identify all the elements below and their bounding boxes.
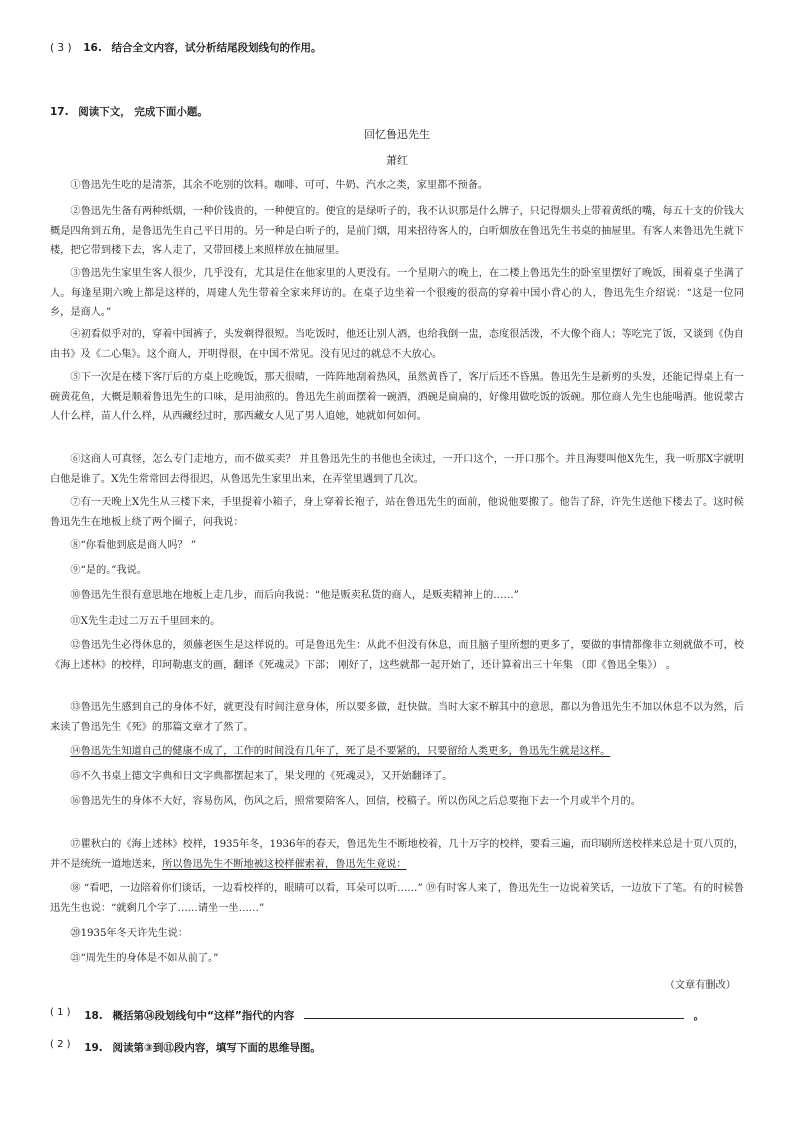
paragraph-21: ㉑“周先生的身体是不如从前了。” [70, 953, 219, 964]
question-17 [50, 104, 208, 119]
question-18 [50, 1008, 704, 1023]
question-end: 。 [693, 1010, 705, 1022]
question-19 [50, 1040, 321, 1055]
paragraph-1: ①鲁迅先生吃的是清茶，其余不吃别的饮料。咖啡、可可、牛奶、汽水之类，家里都不预备。 [70, 180, 489, 191]
question-text: 概括第⑭段划线句中“这样”指代的内容 [112, 1010, 295, 1022]
paragraph-20: ⑳1935年冬天许先生说： [70, 928, 189, 939]
question-text: 阅读第③到⑪段内容，填写下面的思维导图。 [112, 1042, 321, 1054]
paragraph-6: ⑥这商人可真怪，怎么专门走地方，而不做买卖？ 并且鲁迅先生的书他也全读过，一开口这个，一开口那个。并且海婴叫他X先生，我一听那X字就明白他是谁了。X先生常常回去得很迟，从鲁迅先生家里出来，在弄堂里遇到了几次。 [50, 454, 744, 485]
paragraph-14-underlined: ⑭鲁迅先生知道自己的健康不成了，工作的时间没有几年了，死了是不要紧的，只要留给人类更多，鲁迅先生就是这样。 [70, 746, 611, 757]
paragraph-7: ⑦有一天晚上X先生从三楼下来，手里提着小箱子，身上穿着长袍子，站在鲁迅先生的面前，他说他要搬了。他告了辞，许先生送他下楼去了。这时候鲁迅先生在地板上绕了两个圈子，问我说： [50, 497, 744, 528]
question-number: 16. [83, 42, 102, 54]
question-number: 19. [84, 1042, 103, 1054]
paragraph-8: ⑧“你看他到底是商人吗？ ” [70, 540, 197, 551]
paragraph-17-underlined: 所以鲁迅先生不断地被这校样催索着，鲁迅先生竟说： [162, 858, 407, 870]
paragraph-13: ⑬鲁迅先生感到自己的身体不好，就更没有时间注意身体，所以要多做，赶快做。当时大家不解其中的意思，都以为鲁迅先生不加以休息不以为然，后来读了鲁迅先生《死》的那篇文章才了然了。 [50, 702, 744, 733]
sub-number: ( 2 ) [50, 1039, 71, 1050]
edit-note: （文章有删改） [664, 980, 736, 991]
question-text: 结合全文内容，试分析结尾段划线句的作用。 [111, 42, 322, 54]
paragraph-9: ⑨“是的。”我说。 [70, 565, 148, 576]
paragraph-17-text: ⑰瞿秋白的《海上述林》校样，1935年冬，1936年的春天，鲁迅先生不断地校着，几十万字的校样，要看三遍，而印刷所送校样来总是十页八页的，并不是统统一道地送来， [50, 839, 744, 870]
paragraph-10: ⑩鲁迅先生很有意思地在地板上走几步，而后向我说：“他是贩卖私货的商人，是贩卖精神上的……” [70, 590, 519, 601]
paragraph-18-19: ⑱ “看吧，一边陪着你们谈话，一边看校样的，眼睛可以看，耳朵可以听……” ⑲有时客人来了，鲁迅先生一边说着笑话，一边放下了笔。有的时候鲁迅先生也说：“就剩几个字了……请坐一坐……” [50, 883, 744, 914]
question-number: 18. [84, 1010, 103, 1022]
paragraph-15: ⑮不久书桌上德文字典和日文字典都摆起来了，果戈理的《死魂灵》，又开始翻译了。 [70, 771, 453, 782]
paragraph-12: ⑫鲁迅先生必得休息的，须藤老医生是这样说的。可是鲁迅先生：从此不但没有休息，而且脑子里所想的更多了，要做的事情都像非立刻就做不可，校《海上述林》的校样，印珂勒惠支的画，翻译《死魂灵》下部； 刚好了，这些就都一起开始了，还计算着出三十年集 （即《鲁迅全集》） 。 [50, 640, 744, 671]
paragraph-4: ④初看似乎对的，穿着中国裤子，头发剃得很短。当吃饭时，他还让别人酒，也给我倒一盅，态度很活泼，不大像个商人；等吃完了饭，又谈到《伪自由书》及《二心集》。这个商人，开明得很，在中国不常见。没有见过的就总不大放心。 [50, 329, 744, 360]
article-author: 萧红 [386, 154, 408, 167]
sub-number: ( 1 ) [50, 1007, 71, 1018]
paragraph-11: ⑪X先生走过二万五千里回来的。 [70, 616, 221, 627]
answer-blank[interactable] [304, 1008, 684, 1019]
paragraph-5: ⑤下一次是在楼下客厅后的方桌上吃晚饭，那天很晴，一阵阵地刮着热风，虽然黄昏了，客厅后还不昏黑。鲁迅先生是新剪的头发，还能记得桌上有一碗黄花鱼，大概是顺着鲁迅先生的口味，是用油煎的。鲁迅先生前面摆着一碗酒，酒碗是扁扁的，好像用做吃饭的饭碗。那位商人先生也能喝酒。他说蒙古人什么样，苗人什么样，从西藏经过时，那西藏女人见了男人追她，她就如何如何。 [50, 372, 744, 422]
paragraph-3: ③鲁迅先生家里生客人很少，几乎没有，尤其是住在他家里的人更没有。一个星期六的晚上，在二楼上鲁迅先生的卧室里摆好了晚饭，围着桌子坐满了人。每逢星期六晚上都是这样的，周建人先生带着全家来拜访的。在桌子边坐着一个很瘦的很高的穿着中国小背心的人，鲁迅先生介绍说：“这是一位同乡，是商人。” [50, 268, 744, 318]
paragraph-16: ⑯鲁迅先生的身体不大好，容易伤风，伤风之后，照常要陪客人，回信，校稿子。所以伤风之后总要拖下去一个月或半个月的。 [70, 796, 641, 807]
article-title: 回忆鲁迅先生 [364, 128, 430, 141]
sub-number: ( 3 ) [50, 42, 72, 54]
question-number: 17. [50, 106, 69, 118]
paragraph-2: ②鲁迅先生备有两种纸烟，一种价钱贵的，一种便宜的。便宜的是绿听子的，我不认识那是什么牌子，只记得烟头上带着黄纸的嘴，每五十支的价钱大概是四角到五角，是鲁迅先生自己平日用的。另一种是白听子的，是前门烟，用来招待客人的，白听烟放在鲁迅先生书桌的抽屉里。有客人来鲁迅先生就下楼，把它带到楼下去，客人走了，又带回楼上来照样放在抽屉里。 [50, 206, 744, 256]
question-text: 阅读下文， 完成下面小题。 [78, 106, 208, 118]
question-16 [50, 40, 321, 55]
paragraph-17 [50, 835, 744, 874]
